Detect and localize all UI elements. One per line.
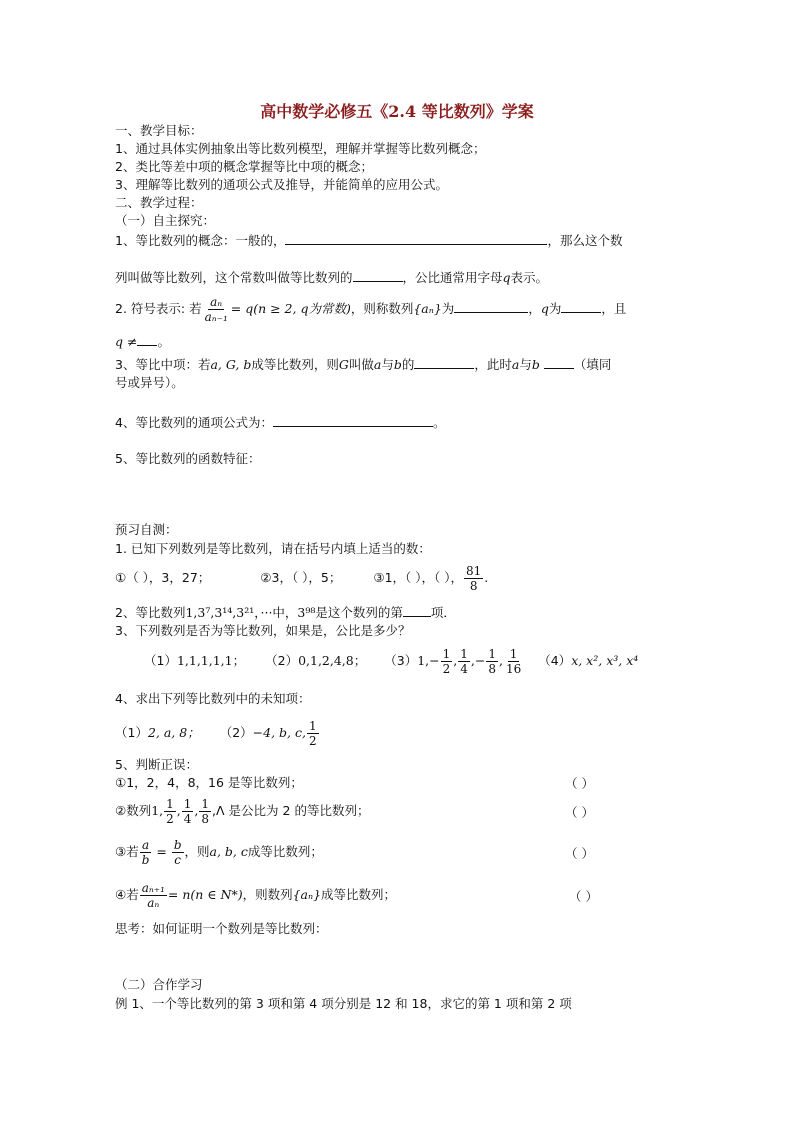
answer-blank[interactable] bbox=[414, 355, 474, 369]
preview-1-items: ①（ ），3，27； ②3，（ ），5； ③1，（ ），（ ）， $\frac{81}{8}$ . bbox=[115, 564, 489, 593]
answer-blank[interactable] bbox=[561, 299, 601, 313]
answer-blank[interactable] bbox=[544, 355, 574, 369]
fraction: $\frac{1}{4}$ bbox=[460, 647, 468, 676]
judgement-4: ④若 $\frac{\text{aₙ₊₁}}{\text{aₙ}}$ = n(n ∈ N*)，则数列{aₙ}成等比数列； bbox=[115, 881, 397, 910]
judgement-2: ②数列1, $\frac{1}{2}$ , $\frac{1}{4}$ , $\frac{1}{8}$ ,Λ 是公比为 2 的等比数列； bbox=[115, 797, 370, 826]
answer-blank[interactable] bbox=[273, 413, 433, 427]
think-question: 思考：如何证明一个数列是等比数列： bbox=[115, 921, 328, 936]
subsection-self-study: （一）自主探究： bbox=[115, 213, 216, 228]
objective-1: 1、通过具体实例抽象出等比数列模型，理解并掌握等比数列概念； bbox=[115, 141, 486, 156]
fraction: $\frac{1}{2}$ bbox=[442, 647, 451, 676]
preview-3-items: （1）1,1,1,1,1； （2）0,1,2,4,8； （3）1,− $\frac{1}{2}$ , $\frac{1}{4}$ ,− $\frac{1}{8}$ , $\frac{1}{16}$ （4）x, x², x³, x⁴ bbox=[144, 647, 639, 676]
answer-parentheses[interactable]: （ ） bbox=[565, 805, 594, 820]
judgement-1: ①1，2，4，8，16 是等比数列； bbox=[115, 775, 303, 790]
example-1: 例 1、一个等比数列的第 3 项和第 4 项分别是 12 和 18，求它的第 1 项和第 2 项 bbox=[115, 996, 572, 1011]
answer-parentheses[interactable]: （ ） bbox=[565, 776, 594, 791]
question-3-line-1: 3、等比中项：若a, G, b成等比数列，则G叫做a与b的 ，此时a与b （填同 bbox=[115, 357, 612, 372]
objective-3: 3、理解等比数列的通项公式及推导，并能简单的应用公式。 bbox=[115, 177, 448, 192]
fraction: $\frac{1}{4}$ bbox=[183, 797, 192, 826]
fraction: $\frac{1}{8}$ bbox=[488, 647, 496, 676]
fraction: $\frac{81}{8}$ bbox=[466, 564, 482, 593]
question-2-line-1: 2. 符号表示: 若 $\frac{\text{aₙ}}{\text{aₙ₋₁}}$ = q(n ≥ 2, q为常数)，则称数列{aₙ}为 ，q为 ，且 bbox=[115, 295, 627, 324]
judgement-3: ③若 $\frac{a}{b}$ = $\frac{b}{c}$ ，则a, b, c成等比数列； bbox=[115, 838, 323, 867]
section-process-heading: 二、教学过程： bbox=[115, 195, 203, 210]
subsection-cooperative: （二）合作学习 bbox=[115, 977, 203, 992]
question-2-line-2: q ≠ 。 bbox=[115, 334, 170, 349]
page-title: 高中数学必修五《2.4 等比数列》学案 bbox=[260, 102, 534, 121]
answer-blank[interactable] bbox=[454, 299, 528, 313]
preview-4-items: （1）2, a, 8； （2）−4, b, c, $\frac{1}{2}$ bbox=[115, 719, 317, 748]
fraction: $\frac{1}{2}$ bbox=[308, 719, 317, 748]
preview-1: 1. 已知下列数列是等比数列，请在括号内填上适当的数： bbox=[115, 541, 431, 556]
fraction: $\frac{\text{aₙ}}{\text{aₙ₋₁}}$ bbox=[204, 295, 228, 324]
question-5: 5、等比数列的函数特征： bbox=[115, 451, 261, 466]
answer-blank[interactable] bbox=[285, 231, 547, 245]
fraction: $\frac{b}{c}$ bbox=[173, 838, 182, 867]
preview-5: 5、判断正误： bbox=[115, 757, 198, 772]
preview-3: 3、下列数列是否为等比数列，如果是，公比是多少？ bbox=[115, 623, 411, 638]
preview-4: 4、求出下列等比数列中的未知项： bbox=[115, 691, 311, 706]
section-objectives-heading: 一、教学目标： bbox=[115, 123, 203, 138]
preview-2: 2、等比数列1,3⁷,3¹⁴,3²¹，···中，3⁹⁸是这个数列的第 项． bbox=[115, 605, 456, 620]
question-4: 4、等比数列的通项公式为： 。 bbox=[115, 415, 446, 430]
answer-blank[interactable] bbox=[353, 268, 403, 282]
answer-blank[interactable] bbox=[403, 603, 431, 617]
question-1-line-2: 列叫做等比数列，这个常数叫做等比数列的 ，公比通常用字母q表示。 bbox=[115, 270, 549, 285]
answer-parentheses[interactable]: （ ） bbox=[569, 889, 598, 904]
fraction: $\frac{1}{16}$ bbox=[505, 647, 522, 676]
objective-2: 2、类比等差中项的概念掌握等比中项的概念； bbox=[115, 159, 373, 174]
fraction: $\frac{a}{b}$ bbox=[141, 838, 150, 867]
question-3-line-2: 号或异号）。 bbox=[115, 375, 184, 390]
fraction: $\frac{1}{8}$ bbox=[201, 797, 210, 826]
answer-blank[interactable] bbox=[137, 332, 157, 346]
fraction: $\frac{1}{2}$ bbox=[166, 797, 174, 826]
fraction: $\frac{\text{aₙ₊₁}}{\text{aₙ}}$ bbox=[141, 881, 165, 910]
answer-parentheses[interactable]: （ ） bbox=[565, 846, 594, 861]
preview-heading: 预习自测： bbox=[115, 522, 178, 537]
question-1-line-1: 1、等比数列的概念：一般的， ，那么这个数 bbox=[115, 233, 623, 248]
